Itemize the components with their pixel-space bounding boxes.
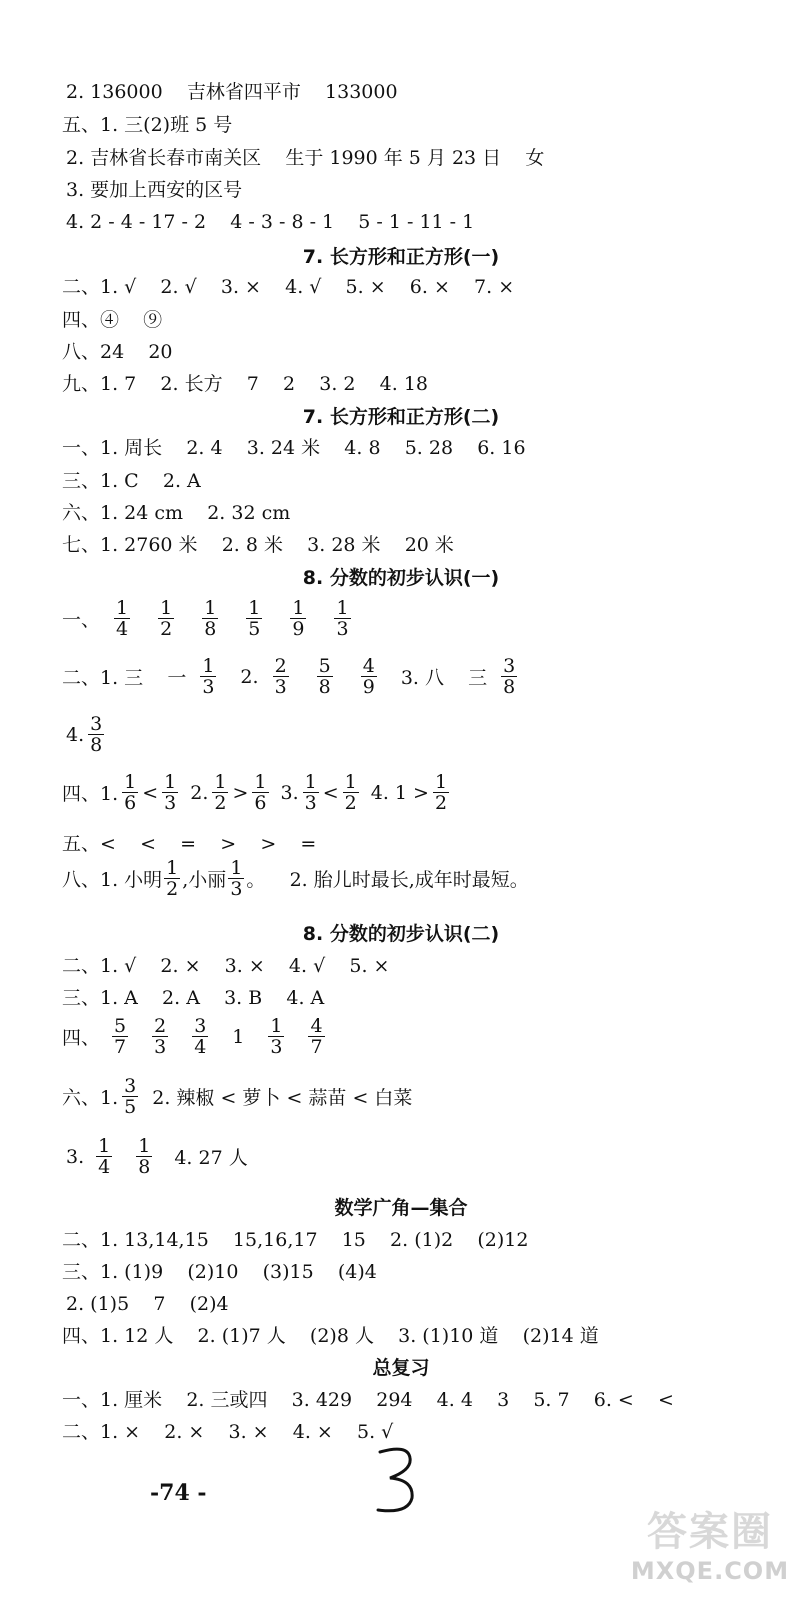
numerator: 3 <box>90 713 103 735</box>
fraction-group <box>429 772 453 813</box>
fraction-line <box>62 858 529 899</box>
denominator: 2 <box>160 618 173 640</box>
numerator: 1 <box>116 597 129 619</box>
fraction <box>308 1016 324 1057</box>
denominator: 4 <box>98 1156 111 1178</box>
answer-line: 三、1. C 2. A <box>62 470 201 492</box>
watermark-bottom: MXQE.COM <box>630 1557 790 1585</box>
answer-text: 八、1. 小明 <box>62 869 163 891</box>
fraction <box>164 858 180 899</box>
denominator: 4 <box>194 1036 207 1058</box>
fraction <box>290 598 306 639</box>
answer-line: 二、1. √ 2. × 3. × 4. √ 5. × <box>62 955 390 977</box>
fraction <box>433 772 449 813</box>
numerator: 1 <box>304 771 317 793</box>
numerator: 1 <box>270 1015 283 1037</box>
fraction-group <box>186 656 230 697</box>
section-title: 总复习 <box>372 1357 430 1379</box>
answer-line: 三、1. (1)9 (2)10 (3)15 (4)4 <box>62 1261 377 1283</box>
numerator: 1 <box>434 771 448 793</box>
denominator: 7 <box>114 1036 127 1058</box>
numerator: 1 <box>160 597 173 619</box>
denominator: 2 <box>166 878 179 900</box>
fraction <box>334 598 350 639</box>
fraction-line <box>62 772 453 813</box>
answer-text: > <box>232 781 249 804</box>
fraction-group <box>259 656 391 697</box>
answer-text: 2. <box>240 665 259 688</box>
fraction <box>162 772 178 813</box>
fraction <box>152 1016 168 1057</box>
answer-text: < <box>142 781 159 804</box>
denominator: 8 <box>318 676 331 698</box>
denominator: 3 <box>270 1036 283 1058</box>
fraction <box>268 1016 284 1057</box>
watermark-top: 答案圈 <box>647 1509 773 1555</box>
answer-line: 八、24 20 <box>62 341 173 363</box>
fraction <box>228 858 244 899</box>
answer-line: 二、1. √ 2. √ 3. × 4. √ 5. × 6. × 7. × <box>62 276 515 298</box>
denominator: 3 <box>164 792 177 814</box>
fraction-group <box>256 1016 336 1057</box>
denominator: 2 <box>214 792 227 814</box>
denominator: 8 <box>138 1156 151 1178</box>
answer-line: 三、1. A 2. A 3. B 4. A <box>62 987 325 1009</box>
answer-text: 2. <box>190 781 209 804</box>
fraction <box>202 598 218 639</box>
answer-text: 4. 27 人 <box>174 1147 248 1169</box>
numerator: 3 <box>194 1015 207 1037</box>
numerator: 1 <box>336 597 349 619</box>
numerator: 3 <box>503 655 516 677</box>
section-title: 7. 长方形和正方形(二) <box>302 406 500 428</box>
fraction <box>317 656 333 697</box>
numerator: 1 <box>214 771 227 793</box>
answer-line: 3. 要加上西安的区号 <box>66 179 243 201</box>
fraction-group <box>158 772 182 813</box>
fraction <box>246 598 262 639</box>
answer-text: 。 2. 胎儿时最长,成年时最短。 <box>246 869 529 891</box>
answer-line: 四、④ ⑨ <box>62 309 163 331</box>
fraction-group <box>339 772 363 813</box>
denominator: 8 <box>90 734 103 756</box>
answer-line: 九、1. 7 2. 长方 7 2 3. 2 4. 18 <box>62 373 428 395</box>
fraction <box>136 1136 152 1177</box>
denominator: 3 <box>304 792 317 814</box>
denominator: 8 <box>204 618 217 640</box>
answer-line: 一、1. 厘米 2. 三或四 3. 429 294 4. 4 3 5. 7 6. < < <box>62 1389 674 1411</box>
fraction <box>200 656 216 697</box>
answer-text: 2. 辣椒 < 萝卜 < 蒜苗 < 白菜 <box>152 1087 413 1109</box>
numerator: 5 <box>318 655 331 677</box>
numerator: 1 <box>202 655 215 677</box>
section-title: 8. 分数的初步认识(一) <box>302 567 500 589</box>
answer-line: 2. 136000 吉林省四平市 133000 <box>66 81 398 103</box>
answer-line: 六、1. 24 cm 2. 32 cm <box>62 502 291 524</box>
denominator: 3 <box>274 676 287 698</box>
fraction <box>112 1016 128 1057</box>
fraction-group <box>487 656 531 697</box>
section-title: 数学广角—集合 <box>334 1197 468 1219</box>
numerator: 1 <box>98 1135 111 1157</box>
fraction <box>88 714 104 755</box>
fraction-group <box>248 772 272 813</box>
section-title: 7. 长方形和正方形(一) <box>302 246 500 268</box>
denominator: 6 <box>254 792 267 814</box>
fraction-line <box>62 1076 412 1117</box>
page-number: -74 - <box>150 1480 207 1506</box>
denominator: 7 <box>310 1036 323 1058</box>
answer-text: 4. 1 > <box>370 781 429 804</box>
fraction-group <box>84 1136 164 1177</box>
numerator: 1 <box>138 1135 151 1157</box>
denominator: 9 <box>362 676 375 698</box>
answer-text: ,小丽 <box>182 869 227 891</box>
answer-line: 二、1. 13,14,15 15,16,17 15 2. (1)2 (2)12 <box>62 1229 529 1251</box>
fraction <box>192 1016 208 1057</box>
fraction <box>273 656 289 697</box>
answer-text: 4. <box>66 723 85 746</box>
fraction-group <box>299 772 323 813</box>
handwriting-icon <box>368 1440 428 1520</box>
numerator: 1 <box>248 597 261 619</box>
denominator: 2 <box>434 792 448 814</box>
denominator: 8 <box>503 676 516 698</box>
fraction <box>343 772 359 813</box>
answer-text: 1 <box>232 1025 245 1048</box>
numerator: 1 <box>344 771 357 793</box>
fraction-line <box>62 656 531 697</box>
fraction-group <box>100 1016 220 1057</box>
fraction-line <box>66 1136 248 1177</box>
denominator: 5 <box>248 618 261 640</box>
denominator: 3 <box>230 878 243 900</box>
answer-text: 六、1. <box>62 1087 119 1109</box>
denominator: 3 <box>336 618 349 640</box>
answer-text: 二、1. 三 一 <box>62 667 187 689</box>
answer-text: 3. <box>280 781 299 804</box>
answer-text: < <box>322 781 339 804</box>
fraction-group <box>118 772 142 813</box>
denominator: 5 <box>124 1096 137 1118</box>
fraction <box>158 598 174 639</box>
answer-text: 四、1. <box>62 783 119 805</box>
answer-line: 七、1. 2760 米 2. 8 米 3. 28 米 20 米 <box>62 534 454 556</box>
denominator: 2 <box>344 792 357 814</box>
fraction-group <box>118 1076 142 1117</box>
answer-text: 3. 八 三 <box>400 667 488 689</box>
numerator: 4 <box>310 1015 323 1037</box>
fraction-group <box>100 598 365 639</box>
fraction <box>212 772 228 813</box>
fraction <box>122 1076 138 1117</box>
answer-line: 4. 2 - 4 - 17 - 2 4 - 3 - 8 - 1 5 - 1 - 11 - 1 <box>66 211 475 233</box>
handwritten-mark <box>368 1440 428 1524</box>
denominator: 3 <box>202 676 215 698</box>
fraction-group <box>208 772 232 813</box>
answer-line: 四、1. 12 人 2. (1)7 人 (2)8 人 3. (1)10 道 (2)14 道 <box>62 1325 599 1347</box>
denominator: 9 <box>292 618 305 640</box>
fraction-group <box>226 858 246 899</box>
numerator: 2 <box>154 1015 167 1037</box>
watermark <box>620 1500 800 1596</box>
section-title: 8. 分数的初步认识(二) <box>302 923 500 945</box>
numerator: 5 <box>114 1015 127 1037</box>
fraction-line <box>62 1016 337 1057</box>
denominator: 3 <box>154 1036 167 1058</box>
answer-text: 3. <box>66 1145 85 1168</box>
answer-line: 2. (1)5 7 (2)4 <box>66 1293 229 1315</box>
answer-line: 2. 吉林省长春市南关区 生于 1990 年 5 月 23 日 女 <box>66 147 545 169</box>
numerator: 1 <box>166 857 179 879</box>
fraction-line <box>66 714 108 755</box>
fraction <box>252 772 268 813</box>
answer-line: 五、< < = > > = <box>62 833 317 855</box>
answer-prefix: 四、 <box>62 1027 101 1049</box>
numerator: 4 <box>362 655 375 677</box>
numerator: 3 <box>124 1075 137 1097</box>
fraction <box>96 1136 112 1177</box>
answer-line: 一、1. 周长 2. 4 3. 24 米 4. 8 5. 28 6. 16 <box>62 437 526 459</box>
numerator: 2 <box>274 655 287 677</box>
numerator: 1 <box>230 857 243 879</box>
denominator: 6 <box>124 792 137 814</box>
answer-line: 五、1. 三(2)班 5 号 <box>62 114 233 136</box>
numerator: 1 <box>292 597 305 619</box>
fraction-group <box>162 858 182 899</box>
numerator: 1 <box>124 771 137 793</box>
numerator: 1 <box>164 771 177 793</box>
fraction <box>122 772 138 813</box>
answer-prefix: 一、 <box>62 609 101 631</box>
numerator: 1 <box>204 597 217 619</box>
fraction-line <box>62 598 365 639</box>
answer-line: 二、1. × 2. × 3. × 4. × 5. √ <box>62 1421 394 1443</box>
denominator: 4 <box>116 618 129 640</box>
fraction <box>114 598 130 639</box>
fraction <box>501 656 517 697</box>
fraction <box>361 656 377 697</box>
numerator: 1 <box>254 771 267 793</box>
fraction-group <box>84 714 108 755</box>
fraction <box>303 772 319 813</box>
